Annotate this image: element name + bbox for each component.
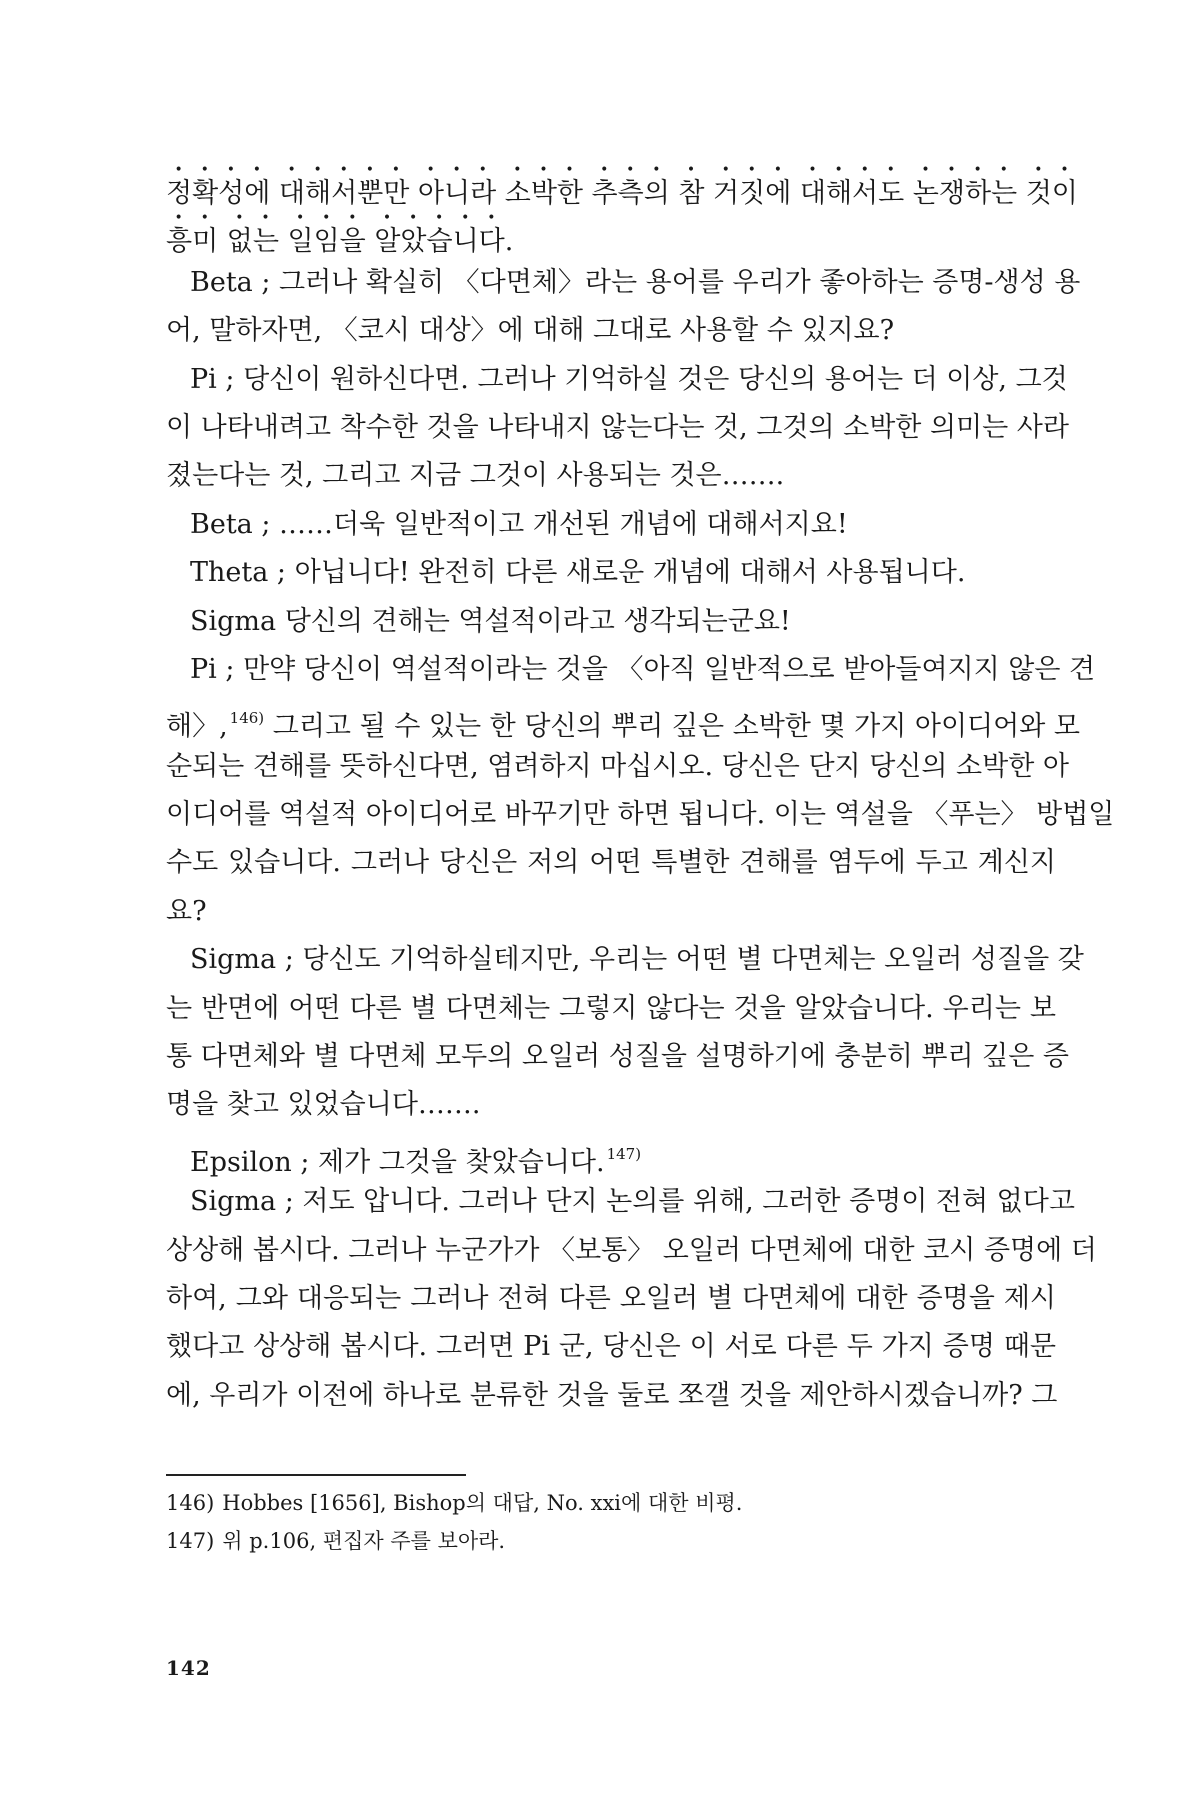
text-line: 했다고 상상해 봅시다. 그러면 Pi 군, 당신은 이 서로 다른 두 가지 증명 때문 — [166, 1331, 1056, 1363]
text-line: 는 반면에 어떤 다른 별 다면체는 그렇지 않다는 것을 알았습니다. 우리는 보 — [166, 992, 1056, 1024]
text-line: 에, 우리가 이전에 하나로 분류한 것을 둘로 쪼갤 것을 제안하시겠습니까? 그 — [166, 1379, 1058, 1411]
text-line — [166, 1130, 1056, 1178]
footnote-text: Hobbes [1656], Bishop의 대답, No. xxi에 대한 비평. — [222, 1491, 743, 1515]
text-fragment: 해〉, — [166, 711, 228, 743]
text-line: 수도 있습니다. 그러나 당신은 저의 어떤 특별한 견해를 염두에 두고 계신지 — [166, 847, 1056, 879]
text-line: Beta ; ……더욱 일반적이고 개선된 개념에 대해서지요! — [190, 508, 848, 540]
footnote-text: 위 p.106, 편집자 주를 보아라. — [222, 1529, 506, 1553]
text-line: 이디어를 역설적 아이디어로 바꾸기만 하면 됩니다. 이는 역설을 〈푸는〉 방법일 — [166, 799, 1115, 831]
text-line: 순되는 견해를 뜻하신다면, 염려하지 마십시오. 당신은 단지 당신의 소박한 아 — [166, 750, 1069, 782]
body-text — [166, 162, 1115, 1420]
footnote-divider — [166, 1474, 466, 1476]
footnote-reference: 147) — [606, 1144, 642, 1163]
text-line: 요? — [166, 895, 207, 927]
text-line: 하여, 그와 대응되는 그러나 전혀 다른 오일러 별 다면체에 대한 증명을 제시 — [166, 1282, 1056, 1314]
text-line: 어, 말하자면, 〈코시 대상〉에 대해 그대로 사용할 수 있지요? — [166, 315, 895, 347]
text-line: Pi ; 만약 당신이 역설적이라는 것을 〈아직 일반적으로 받아들여지지 않은 견 — [190, 653, 1096, 685]
text-line: Sigma ; 당신도 기억하실테지만, 우리는 어떤 별 다면체는 오일러 성질을 갖 — [190, 944, 1084, 976]
text-line: 정확성에 대해서뿐만 아니라 소박한 추측의 참 거짓에 대해서도 논쟁하는 것이 — [166, 178, 1078, 209]
footnote — [166, 1522, 1056, 1560]
footnote-number: 147) — [166, 1529, 215, 1553]
text-fragment: Epsilon ; 제가 그것을 찾았습니다. — [190, 1146, 605, 1178]
footnotes — [166, 1484, 1056, 1560]
text-line: Pi ; 당신이 원하신다면. 그러나 기억하실 것은 당신의 용어는 더 이상, 그것 — [190, 363, 1068, 395]
text-line: 통 다면체와 별 다면체 모두의 오일러 성질을 설명하기에 충분히 뿌리 깊은 증 — [166, 1041, 1069, 1073]
footnote — [166, 1484, 1056, 1522]
text-line: Sigma 당신의 견해는 역설적이라고 생각되는군요! — [190, 605, 791, 637]
text-line: 이 나타내려고 착수한 것을 나타내지 않는다는 것, 그것의 소박한 의미는 사라 — [166, 411, 1069, 443]
text-line: 명을 찾고 있었습니다……. — [166, 1089, 481, 1121]
text-line: Sigma ; 저도 압니다. 그러나 단지 논의를 위해, 그러한 증명이 전혀 없다고 — [190, 1186, 1075, 1218]
text-fragment: 그리고 될 수 있는 한 당신의 뿌리 깊은 소박한 몇 가지 아이디어와 모 — [272, 711, 1080, 743]
text-line: 졌는다는 것, 그리고 지금 그것이 사용되는 것은……. — [166, 460, 785, 492]
page-number: 142 — [166, 1656, 211, 1680]
text-line — [166, 694, 1080, 743]
footnote-reference: 146) — [229, 709, 265, 728]
text-line: Beta ; 그러나 확실히 〈다면체〉라는 용어를 우리가 좋아하는 증명-생성 용 — [190, 266, 1081, 298]
text-line: 상상해 봅시다. 그러나 누군가가 〈보통〉 오일러 다면체에 대한 코시 증명에 더 — [166, 1234, 1097, 1266]
footnote-number: 146) — [166, 1491, 215, 1515]
text-line: Theta ; 아닙니다! 완전히 다른 새로운 개념에 대해서 사용됩니다. — [190, 557, 966, 589]
text-line: 흥미 없는 일임을 알았습니다. — [166, 226, 514, 258]
